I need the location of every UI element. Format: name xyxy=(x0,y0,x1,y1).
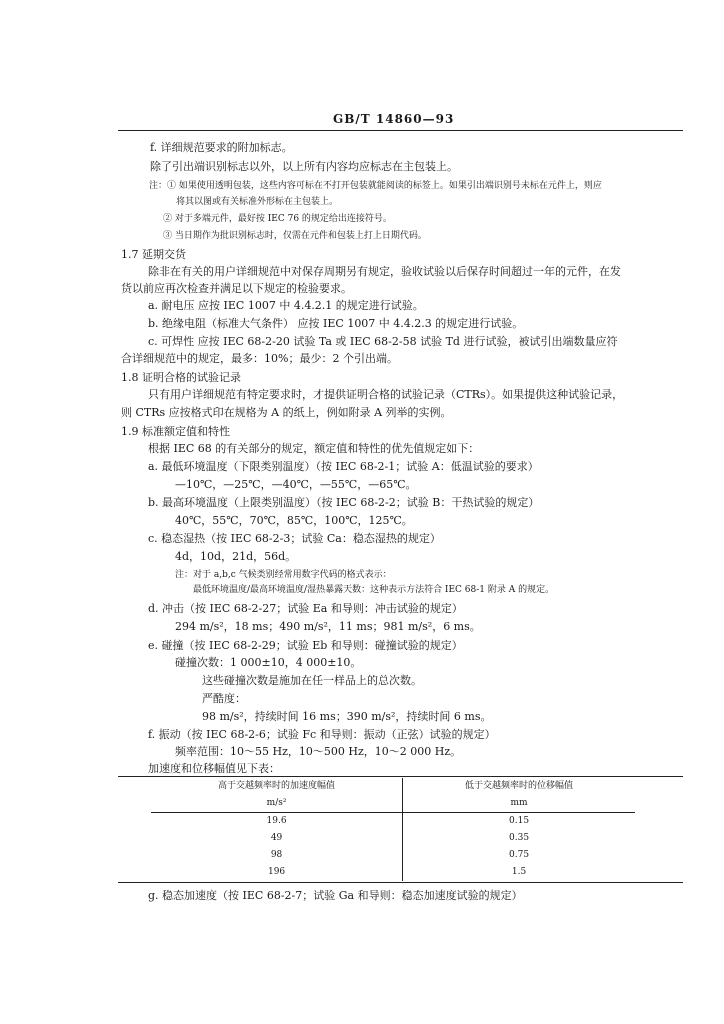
section-heading: 1.9 标准额定值和特性 xyxy=(121,425,230,438)
table-row xyxy=(151,830,635,847)
table-cell: 0.15 xyxy=(403,813,635,831)
paragraph: 加速度和位移幅值见下表： xyxy=(148,762,280,775)
table-cell: 196 xyxy=(267,867,286,877)
value-line: 40℃，55℃，70℃，85℃，100℃，125℃。 xyxy=(175,514,413,527)
table-row xyxy=(151,813,635,831)
list-item: a. 最低环境温度（下限类别温度）（按 IEC 68-2-1；试验 A：低温试验的要求） xyxy=(148,460,539,473)
value-line: 频率范围：10～55 Hz，10～500 Hz，10～2 000 Hz。 xyxy=(175,745,462,758)
paragraph: 根据 IEC 68 的有关部分的规定，额定值和特性的优先值规定如下： xyxy=(148,442,480,455)
value-line: 严酷度： xyxy=(202,692,246,705)
table-row xyxy=(151,847,635,864)
value-line: —10℃，—25℃，—40℃，—55℃，—65℃。 xyxy=(175,478,417,491)
note: ② 对于多端元件，最好按 IEC 76 的规定给出连接符号。 xyxy=(163,214,392,224)
table-unit-acceleration: m/s² xyxy=(151,795,403,813)
table-cell: 98 xyxy=(270,850,283,860)
value-line: 294 m/s²，18 ms；490 m/s²，11 ms；981 m/s²，6 ms。 xyxy=(175,620,481,633)
table-header-acceleration: 高于交越频率时的加速度幅值 xyxy=(218,781,336,791)
paragraph: 合详细规范中的规定，最多：10%；最少：2 个引出端。 xyxy=(121,352,398,365)
table-unit-displacement: mm xyxy=(403,795,635,813)
list-item: b. 最高环境温度（上限类别温度）（按 IEC 68-2-2；试验 B：干热试验的规定） xyxy=(148,496,540,509)
table-row xyxy=(151,864,635,881)
table-top-rule xyxy=(118,776,683,777)
value-line: 98 m/s²，持续时间 16 ms；390 m/s²，持续时间 6 ms。 xyxy=(202,710,492,723)
list-item: b. 绝缘电阻（标准大气条件） 应按 IEC 1007 中 4.4.2.3 的规定进行试验。 xyxy=(148,317,524,330)
section-heading: 1.8 证明合格的试验记录 xyxy=(121,371,241,384)
note: 将其以图或有关标准外形标在主包装上。 xyxy=(176,197,339,207)
paragraph: 除非在有关的用户详细规范中对保存周期另有规定，验收试验以后保存时间超过一年的元件，在发 xyxy=(148,265,621,278)
note: 注：对于 a,b,c 气候类别经常用数字代码的格式表示： xyxy=(175,570,392,580)
paragraph: 只有用户详细规范有特定要求时，才提供证明合格的试验记录（CTRs）。如果提供这种试验记录， xyxy=(148,388,624,401)
table-cell: 0.35 xyxy=(403,830,635,847)
list-item: f. 振动（按 IEC 68-2-6；试验 Fc 和导则：振动（正弦）试验的规定） xyxy=(148,728,496,741)
list-item: c. 稳态湿热（按 IEC 68-2-3；试验 Ca：稳态湿热的规定） xyxy=(148,532,441,545)
section-heading: 1.7 延期交货 xyxy=(121,248,186,261)
list-item: e. 碰撞（按 IEC 68-2-29；试验 Eb 和导则：碰撞试验的规定） xyxy=(148,639,463,652)
value-line: 碰撞次数：1 000±10，4 000±10。 xyxy=(175,656,362,669)
list-item: d. 冲击（按 IEC 68-2-27；试验 Ea 和导则：冲击试验的规定） xyxy=(148,602,463,615)
value-line: 这些碰撞次数是施加在任一样品上的总次数。 xyxy=(202,674,422,687)
note: 最低环境温度/最高环境温度/湿热暴露天数：这种表示方法符合 IEC 68-1 附录 A 的规定。 xyxy=(193,585,555,595)
list-item: c. 可焊性 应按 IEC 68-2-20 试验 Ta 或 IEC 68-2-58 试验 Td 进行试验，被试引出端数量应符 xyxy=(148,335,618,348)
note: ③ 当日期作为批识别标志时，仅需在元件和包装上打上日期代码。 xyxy=(163,231,427,241)
note: 注：① 如果使用透明包装，这些内容可标在不打开包装就能阅读的标签上。如果引出端识别号未标在元件上，则应 xyxy=(149,181,602,191)
paragraph: 货以前应再次检查并满足以下规定的检验要求。 xyxy=(121,282,352,295)
list-item: g. 稳态加速度（按 IEC 68-2-7；试验 Ga 和导则：稳态加速度试验的规定） xyxy=(148,889,523,902)
amplitude-table xyxy=(151,778,635,881)
table-header-displacement: 低于交越频率时的位移幅值 xyxy=(403,778,635,795)
table-cell: 19.6 xyxy=(266,816,287,826)
table-cell: 0.75 xyxy=(403,847,635,864)
table-bottom-rule xyxy=(118,882,683,883)
item-f-title: f. 详细规范要求的附加标志。 xyxy=(150,141,293,154)
table-cell: 1.5 xyxy=(403,864,635,881)
table-cell: 49 xyxy=(270,833,283,843)
header-rule xyxy=(118,130,683,131)
paragraph: 则 CTRs 应按格式印在规格为 A 的纸上，例如附录 A 列举的实例。 xyxy=(121,406,452,419)
page-header: GB/T 14860—93 xyxy=(333,112,455,126)
value-line: 4d，10d，21d，56d。 xyxy=(175,550,297,563)
list-item: a. 耐电压 应按 IEC 1007 中 4.4.2.1 的规定进行试验。 xyxy=(148,299,424,312)
paragraph: 除了引出端识别标志以外，以上所有内容均应标志在主包装上。 xyxy=(150,160,458,173)
